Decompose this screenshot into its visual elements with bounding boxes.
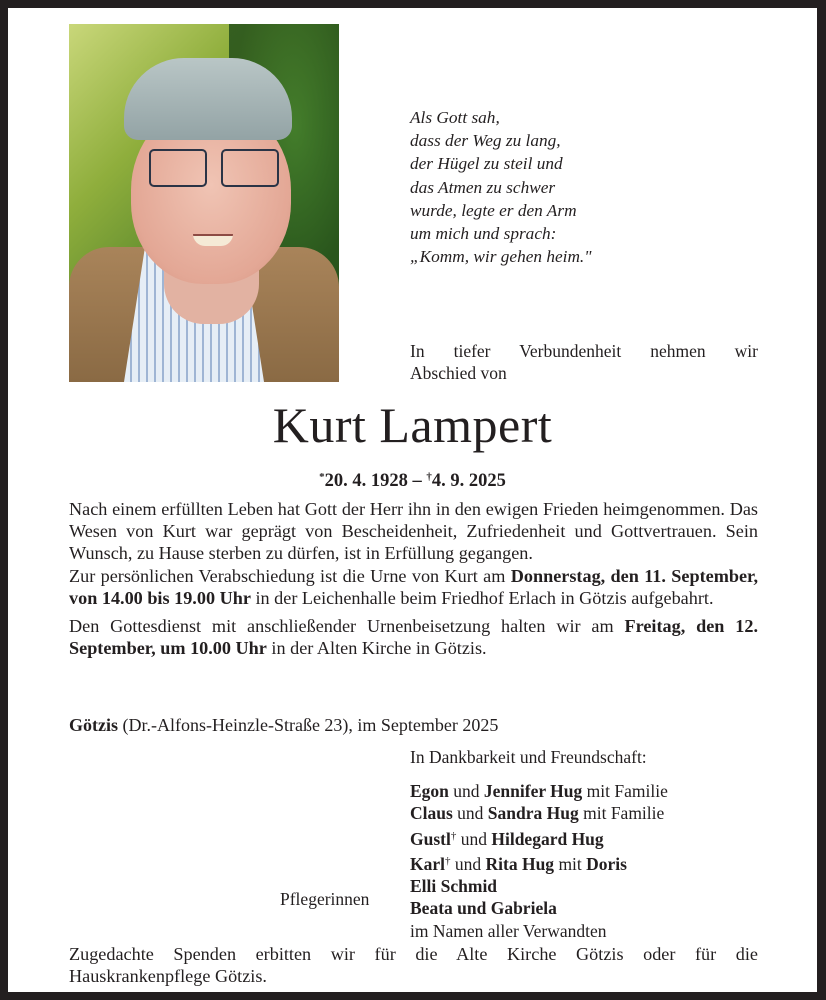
mourner-line: Gustl† und Hildegard Hug: [410, 828, 604, 849]
poem-line: der Hügel zu steil und: [410, 154, 563, 174]
photo-cap: [124, 58, 292, 140]
mourner-line: Karl† und Rita Hug mit Doris: [410, 853, 627, 874]
mourner-line: Elli Schmid: [410, 876, 498, 897]
body-paragraph-viewing: Zur persönlichen Verabschiedung ist die Urne von Kurt am Donnerstag, den 11. September, von 14.00 bis 19.00 Uhr in der Leichenhalle beim Friedhof Erlach in Götzis aufgebahrt.: [69, 565, 758, 608]
poem: [410, 106, 592, 268]
body-paragraph-life: Nach einem erfüllten Leben hat Gott der Herr ihn in den ewigen Frieden heimgenommen. Das Wesen von Kurt war geprägt von Bescheidenheit, Zufriedenheit und Gottvertrauen. Sein Wunsch, zu Hause sterben zu dürfen, ist in Erfüllung gegangen.: [69, 499, 758, 564]
photo-glasses: [149, 149, 279, 189]
death-date: 4. 9. 2025: [431, 471, 506, 491]
obituary-body: [69, 498, 758, 659]
mourners-list: [410, 780, 668, 942]
birth-star-icon: *: [319, 471, 325, 483]
death-cross-icon: †: [426, 471, 432, 483]
mourner-line: Egon und Jennifer Hug mit Familie: [410, 781, 668, 801]
donation-line-2: Hauskrankenpflege Götzis.: [69, 966, 267, 987]
service-date-time: Freitag, den 12. September, um 10.00 Uhr: [69, 616, 758, 659]
deceased-cross-icon: †: [445, 854, 451, 867]
life-dates: [8, 465, 817, 493]
poem-line: das Atmen zu schwer: [410, 177, 556, 197]
portrait-photo: [69, 24, 339, 382]
viewing-date-time: Donnerstag, den 11. September, von 14.00 bis 19.00 Uhr: [69, 565, 758, 608]
date-separator: –: [407, 471, 427, 491]
poem-line: „Komm, wir gehen heim.": [410, 247, 592, 267]
birth-date: 20. 4. 1928: [324, 471, 408, 491]
poem-line: um mich und sprach:: [410, 224, 557, 244]
mourner-line: Claus und Sandra Hug mit Familie: [410, 803, 665, 824]
deceased-cross-icon: †: [450, 829, 457, 842]
place-town: Götzis: [69, 715, 118, 735]
nurses-label: Pflegerinnen: [280, 889, 370, 909]
poem-line: dass der Weg zu lang,: [410, 131, 561, 151]
intro-line-1: In tiefer Verbundenheit nehmen wir: [410, 341, 758, 361]
place-address: (Dr.-Alfons-Heinzle-Straße 23), im September 2025: [118, 715, 499, 735]
mourner-line: im Namen aller Verwandten: [410, 920, 607, 941]
photo-mouth: [193, 234, 233, 246]
place-and-date: [69, 714, 498, 736]
donation-request: [69, 943, 758, 987]
body-paragraph-service: Den Gottesdienst mit anschließender Urnenbeisetzung halten wir am Freitag, den 12. September, um 10.00 Uhr in der Alten Kirche in Götzis.: [69, 616, 758, 659]
deceased-name: Kurt Lampert: [272, 397, 553, 453]
mourners-heading: In Dankbarkeit und Freundschaft:: [410, 747, 647, 767]
farewell-intro: [410, 340, 758, 384]
obituary-notice: [8, 8, 817, 992]
mourner-line: Beata und Gabriela: [410, 898, 557, 919]
poem-line: wurde, legte er den Arm: [410, 200, 577, 220]
intro-line-2: Abschied von: [410, 363, 507, 383]
donation-line-1: Zugedachte Spenden erbitten wir für die Alte Kirche Götzis oder für die: [69, 944, 758, 964]
poem-line: Als Gott sah,: [410, 108, 500, 127]
